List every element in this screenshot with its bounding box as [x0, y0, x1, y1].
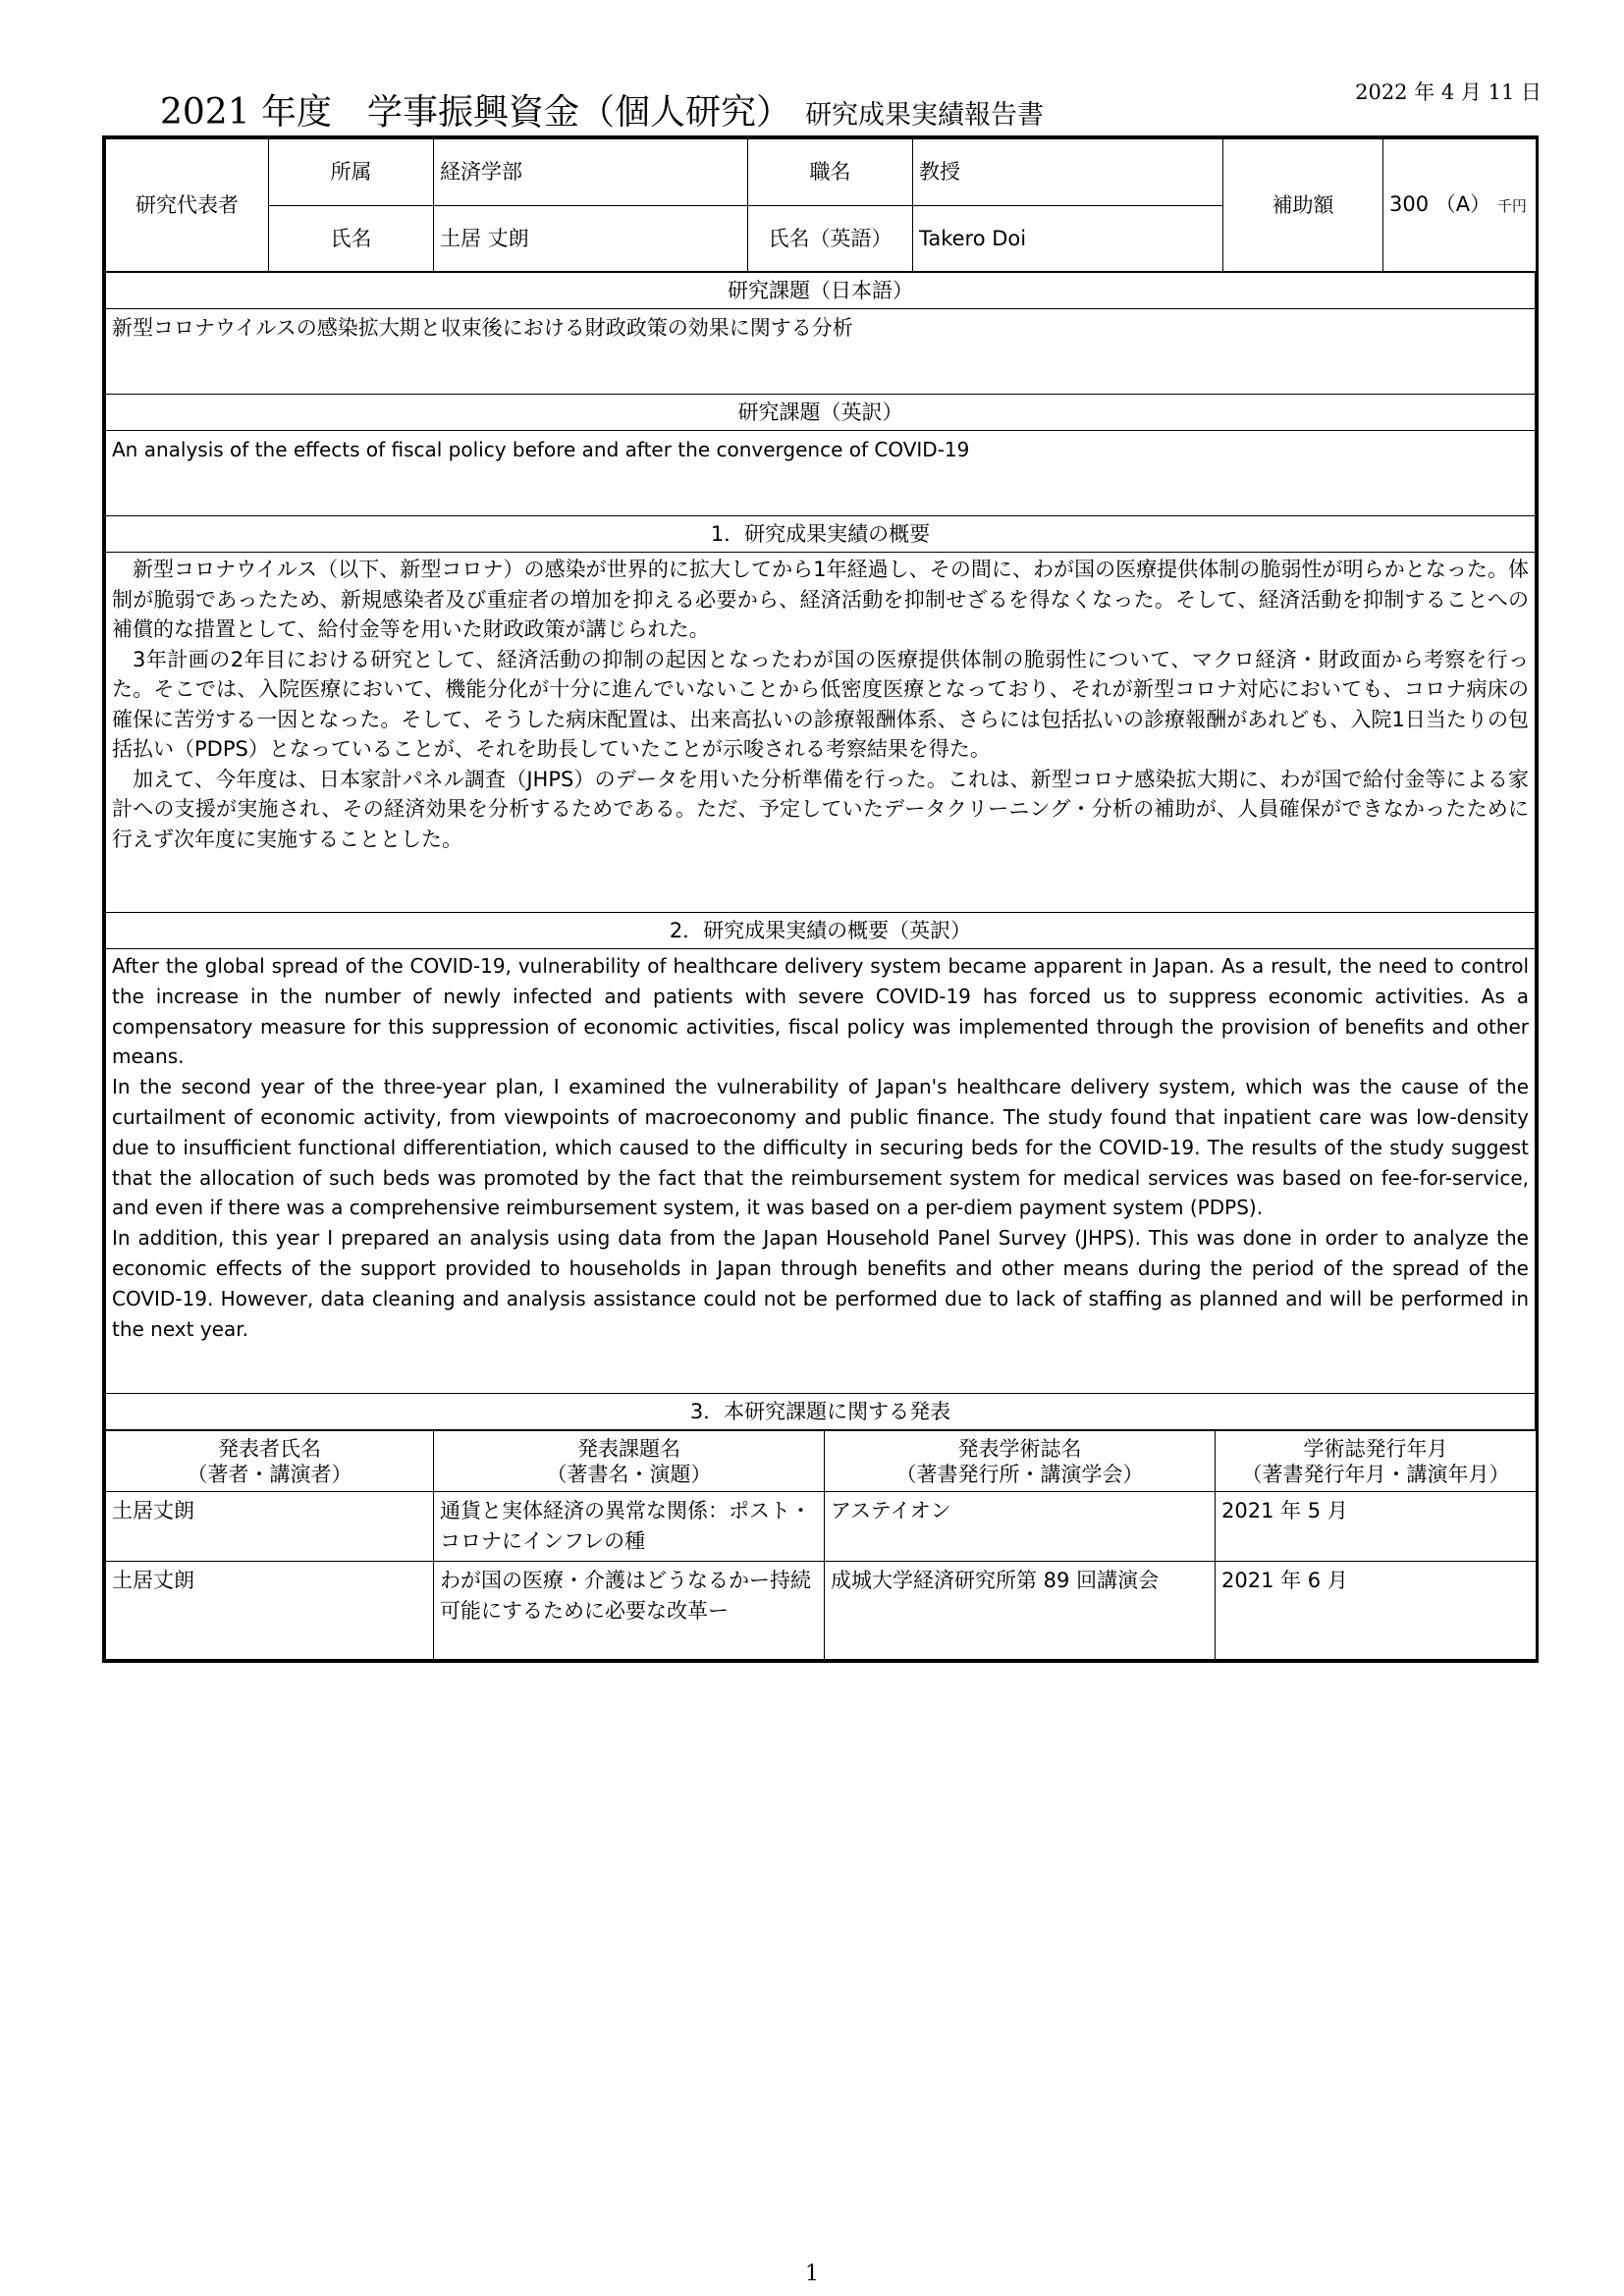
grant-value: 300 （A） — [1389, 191, 1491, 216]
position-label: 職名 — [748, 139, 913, 206]
name-value: 土居 丈朗 — [434, 206, 748, 272]
row-presenter: 土居丈朗 — [106, 1562, 434, 1660]
row-date: 2021 年 5 月 — [1216, 1492, 1537, 1562]
summary-en-paragraph: In the second year of the three-year plan, I examined the vulnerability of Japan's healthcare delivery system, which was the cause of the curtailment of economic activity, from viewpoints of macroeconomy and public finance. The study found that inpatient care was low-density due to insufficient functional differentiation, which caused to the difficulty in securing beds for the COVID-19. The results of the study suggest that the allocation of such beds was promoted by the fact that the reimbursement system for medical services was based on fee-for-service, and even if there was a comprehensive reimbursement system, it was based on a per-diem payment system (PDPS). — [112, 1075, 1529, 1220]
grant-cell — [1383, 139, 1537, 272]
affiliation-label: 所属 — [269, 139, 434, 206]
summary-jp-paragraph: 3年計画の2年目における研究として、経済活動の抑制の起因となったわが国の医療提供体制の脆弱性について、マクロ経済・財政面から考察を行った。そこでは、入院医療において、機能分化が十分に進んでいないことから低密度医療となっており、それが新型コロナ対応においても、コロナ病床の確保に苦労する一因となった。そして、そうした病床配置は、出来高払いの診療報酬体系、さらには包括払いの診療報酬があれども、入院1日当たりの包括払い（PDPS）となっていることが、それを助長していたことが示唆される考察結果を得た。 — [112, 647, 1529, 761]
row-title: 通貨と実体経済の異常な関係：ポスト・コロナにインフレの種 — [434, 1492, 825, 1562]
position-value: 教授 — [913, 139, 1223, 206]
grant-unit: 千円 — [1496, 196, 1527, 215]
col-header-date: 学術誌発行年月 （著書発行年月・講演年月） — [1216, 1431, 1537, 1492]
summary-jp-label: 1．研究成果実績の概要 — [106, 516, 1536, 553]
name-label: 氏名 — [269, 206, 434, 272]
row-venue: アステイオン — [825, 1492, 1216, 1562]
topic-en-text: An analysis of the effects of fiscal policy before and after the convergence of COVID-19 — [106, 431, 1536, 516]
summary-en-label: 2．研究成果実績の概要（英訳） — [106, 913, 1536, 949]
summary-jp-body — [106, 553, 1536, 913]
summary-en-paragraph: After the global spread of the COVID-19, vulnerability of healthcare delivery system became apparent in Japan. As a result, the need to control the increase in the number of newly infected and patients with severe COVID-19 has forced us to suppress economic activities. As a compensatory measure for this suppression of economic activities, fiscal policy was implemented through the provision of benefits and other means. — [112, 954, 1529, 1069]
summary-jp-paragraph: 加えて、今年度は、日本家計パネル調査（JHPS）のデータを用いた分析準備を行った。これは、新型コロナ感染拡大期に、わが国で給付金等による家計への支援が実施され、その経済効果を分析するためである。ただ、予定していたデータクリーニング・分析の補助が、人員確保ができなかったために行えず次年度に実施することとした。 — [112, 767, 1529, 851]
report-date: 2022 年 4 月 11 日 — [1355, 80, 1542, 104]
info-table — [105, 138, 1537, 272]
topic-jp-label: 研究課題（日本語） — [106, 273, 1536, 309]
name-en-label: 氏名（英語） — [748, 206, 913, 272]
sections-table — [105, 272, 1536, 1430]
col-header-presenter: 発表者氏名 （著者・講演者） — [106, 1431, 434, 1492]
representative-label: 研究代表者 — [106, 139, 269, 272]
col-header-title: 発表課題名 （著書名・演題） — [434, 1431, 825, 1492]
row-date: 2021 年 6 月 — [1216, 1562, 1537, 1660]
table-row — [106, 1562, 1537, 1660]
title-main: 2021 年度 学事振興資金（個人研究） — [160, 92, 792, 133]
page-number: 1 — [805, 2262, 819, 2286]
report-frame — [102, 135, 1539, 1663]
row-venue: 成城大学経済研究所第 89 回講演会 — [825, 1562, 1216, 1660]
col-header-venue: 発表学術誌名 （著書発行所・講演学会） — [825, 1431, 1216, 1492]
topic-jp-text: 新型コロナウイルスの感染拡大期と収束後における財政政策の効果に関する分析 — [106, 309, 1536, 395]
page-title — [160, 84, 1044, 134]
title-sub: 研究成果実績報告書 — [805, 100, 1045, 131]
summary-en-body — [106, 949, 1536, 1394]
row-presenter: 土居丈朗 — [106, 1492, 434, 1562]
row-title: わが国の医療・介護はどうなるかー持続可能にするために必要な改革ー — [434, 1562, 825, 1660]
grant-label: 補助額 — [1223, 139, 1383, 272]
name-en-value: Takero Doi — [913, 206, 1223, 272]
presentations-label: 3．本研究課題に関する発表 — [106, 1394, 1536, 1430]
topic-en-label: 研究課題（英訳） — [106, 395, 1536, 431]
presentations-table — [105, 1430, 1537, 1660]
summary-jp-paragraph: 新型コロナウイルス（以下、新型コロナ）の感染が世界的に拡大してから1年経過し、その間に、わが国の医療提供体制の脆弱性が明らかとなった。体制が脆弱であったため、新規感染者及び重症者の増加を抑える必要から、経済活動を抑制せざるを得なくなった。そして、経済活動を抑制することへの補償的な措置として、給付金等を用いた財政政策が講じられた。 — [112, 558, 1529, 641]
summary-en-paragraph: In addition, this year I prepared an analysis using data from the Japan Household Panel Survey (JHPS). This was done in order to analyze the economic effects of the support provided to households in Japan through benefits and other means during the period of the spread of the COVID-19. However, data cleaning and analysis assistance could not be performed due to lack of staffing as planned and will be performed in the next year. — [112, 1226, 1529, 1341]
affiliation-value: 経済学部 — [434, 139, 748, 206]
table-row — [106, 1492, 1537, 1562]
